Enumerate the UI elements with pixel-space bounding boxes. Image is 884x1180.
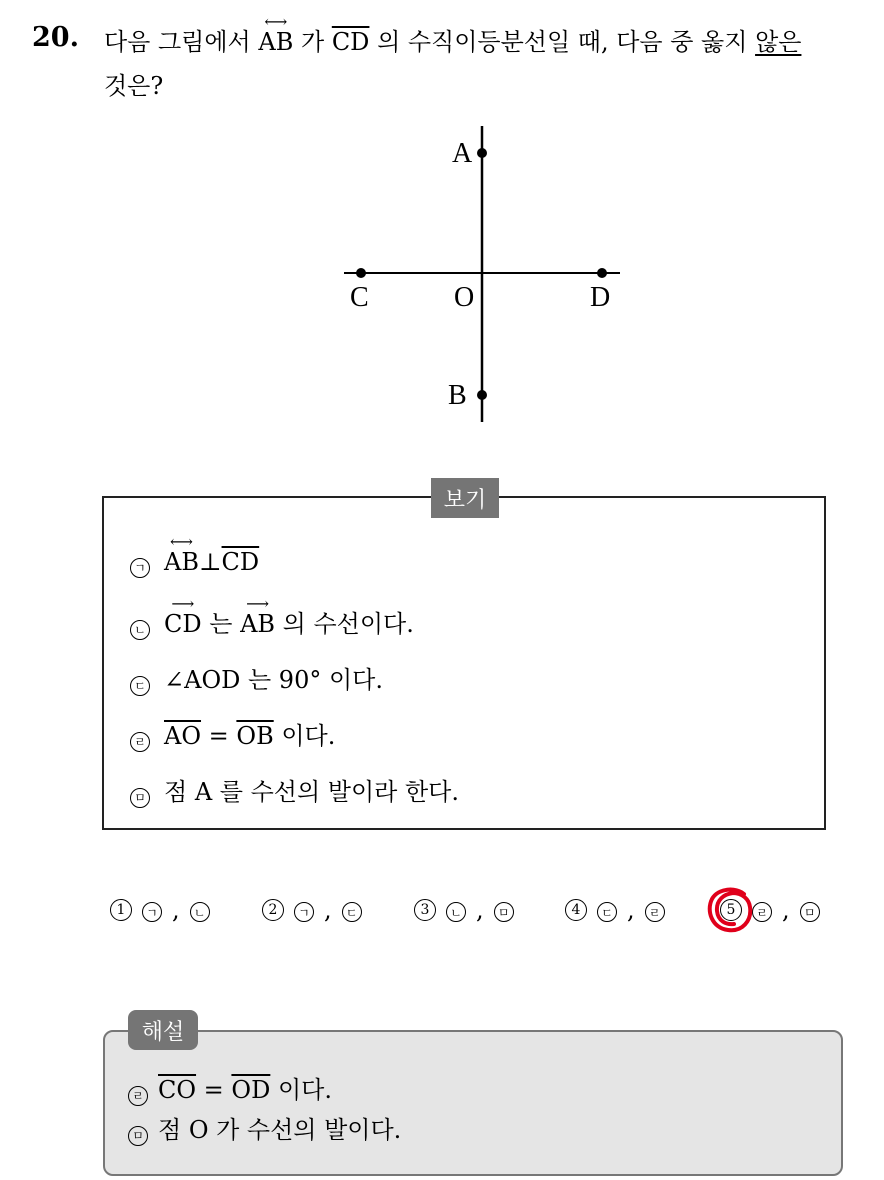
item-1-cd: $\overline{CD}$	[221, 548, 260, 576]
question-number: 20.	[32, 22, 79, 53]
item-3-text: ∠AOD 는 90° 이다.	[164, 666, 383, 694]
choice-1-a: ㄱ	[142, 902, 162, 922]
example-item-2	[130, 594, 414, 639]
segment-cd-symbol: $\overline{CD}$	[331, 28, 370, 56]
item-4-ob: $\overline{OB}$	[236, 722, 274, 750]
solution-marker-2: ㅁ	[128, 1126, 148, 1146]
choice-number-5: 5	[720, 899, 742, 921]
point-b	[477, 390, 487, 400]
item-4-rest: 이다.	[273, 722, 336, 750]
choice-5-b: ㅁ	[800, 902, 820, 922]
choice-number-1: 1	[110, 899, 132, 921]
comma: ,	[172, 896, 180, 924]
item-2-rest: 의 수선이다.	[275, 610, 414, 638]
perpendicular-figure	[330, 120, 630, 430]
solution-line-1-rest: 이다.	[270, 1076, 332, 1104]
choice-3-a: ㄴ	[446, 902, 466, 922]
question-text-3: 의 수직이등분선일 때, 다음 중 옳지	[377, 28, 748, 56]
item-marker-1: ㄱ	[130, 558, 150, 578]
choice-4-a: ㄷ	[597, 902, 617, 922]
segment-od: $\overline{OD}$	[231, 1076, 271, 1104]
item-4-content	[164, 716, 335, 751]
ray-cd-symbol: ⟶ CD	[164, 594, 202, 638]
item-2-ab: AB	[240, 610, 276, 638]
comma: ,	[324, 896, 332, 924]
comma: ,	[782, 896, 790, 924]
item-1-content	[164, 532, 260, 576]
choice-5-a: ㄹ	[752, 902, 772, 922]
solution-line-2	[128, 1110, 401, 1145]
label-c: C	[350, 282, 369, 313]
comma: ,	[476, 896, 484, 924]
example-box-title: 보기	[431, 478, 499, 518]
item-marker-5: ㅁ	[130, 788, 150, 808]
example-item-1	[130, 532, 260, 576]
choice-2-a: ㄱ	[294, 902, 314, 922]
choice-4-b: ㄹ	[645, 902, 665, 922]
line-ab-symbol: ⟷ AB	[258, 12, 294, 56]
item-2-content	[164, 594, 414, 639]
solution-title: 해설	[128, 1010, 198, 1050]
item-1-ab: AB	[164, 548, 199, 576]
item-marker-2: ㄴ	[130, 620, 150, 640]
ray-ab-symbol: ⟶ AB	[240, 594, 276, 638]
example-item-4	[130, 716, 335, 751]
choice-3[interactable]	[414, 896, 514, 924]
choice-1[interactable]	[110, 896, 210, 924]
label-o: O	[454, 282, 475, 313]
choice-4[interactable]	[565, 896, 665, 924]
solution-line-1-content	[158, 1070, 332, 1105]
line-ab-label: AB	[258, 28, 294, 56]
label-a: A	[452, 138, 473, 169]
choice-number-3: 3	[414, 899, 436, 921]
choice-3-b: ㅁ	[494, 902, 514, 922]
point-d	[597, 268, 607, 278]
answer-mark-circle	[706, 885, 756, 935]
solution-marker-1: ㄹ	[128, 1086, 148, 1106]
solution-eq: =	[196, 1076, 232, 1104]
point-a	[477, 148, 487, 158]
item-2-cd: CD	[164, 610, 202, 638]
question-text-1: 다음 그림에서	[104, 28, 251, 56]
item-2-mid: 는	[201, 610, 241, 638]
question-emphasis: 않은	[755, 28, 802, 56]
example-item-5	[130, 772, 459, 807]
item-5-text: 점 A 를 수선의 발이라 한다.	[164, 778, 459, 806]
point-c	[356, 268, 366, 278]
question-line-1	[104, 12, 802, 57]
item-4-ao: $\overline{AO}$	[164, 722, 202, 750]
choice-2[interactable]	[262, 896, 362, 924]
choice-number-4: 4	[565, 899, 587, 921]
choice-1-b: ㄴ	[190, 902, 210, 922]
perp-symbol: ⊥	[198, 548, 222, 576]
solution-line-1	[128, 1070, 332, 1105]
segment-co: $\overline{CO}$	[158, 1076, 197, 1104]
question-text-2: 가	[300, 28, 325, 56]
item-marker-3: ㄷ	[130, 676, 150, 696]
line-ab-symbol: ⟷ AB	[164, 532, 199, 576]
choice-number-2: 2	[262, 899, 284, 921]
item-marker-4: ㄹ	[130, 732, 150, 752]
choice-2-b: ㄷ	[342, 902, 362, 922]
label-b: B	[448, 380, 467, 411]
comma: ,	[627, 896, 635, 924]
label-d: D	[590, 282, 611, 313]
item-4-eq: =	[201, 722, 237, 750]
solution-line-2-text: 점 O 가 수선의 발이다.	[158, 1116, 402, 1144]
example-item-3	[130, 660, 383, 695]
question-line-2: 것은?	[104, 72, 164, 100]
